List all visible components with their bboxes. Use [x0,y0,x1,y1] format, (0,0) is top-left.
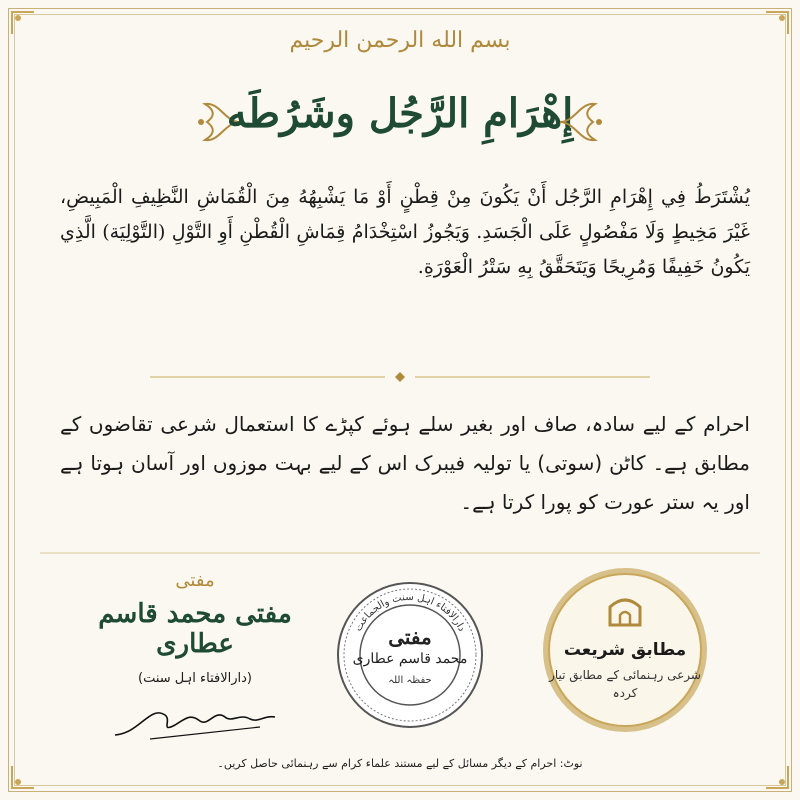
seal-name: محمد قاسم عطاری [352,651,468,667]
corner-ornament-icon [764,10,790,36]
badge-subtitle: شرعی رہنمائی کے مطابق تیار کردہ [549,668,701,700]
seal-title: مفتی [388,625,432,649]
handwritten-signature [110,695,280,745]
corner-ornament-icon [10,764,36,790]
bismillah-calligraphy: بسم الله الرحمن الرحيم [289,28,511,53]
arabic-paragraph: يُشْتَرَطُ فِي إِهْرَامِ الرَّجُل أَنْ يَكُونَ مِنْ قِطْنٍ أَوْ مَا يَشْبِهُهُ مِنَ الْقُمَاشِ النَّظِيفِ الْمَبِيضِ، غَيْرَ مَخِيطٍ وَلَا مَفْصُولٍ عَلَى الْجَسَدِ. وَيَجُوزُ اسْتِخْدَامُ قِمَاشِ الْقُطْنِ أَوِ التَّوْلِ (التَّوْلِيَة) الَّذِي يَكُونُ خَفِيفًا وَمُرِيحًا وَيَتَحَقَّقُ بِهِ سَتْرُ الْعَوْرَةِ. [60,186,750,278]
corner-ornament-icon [10,10,36,36]
signatory-org: (دارالافتاء اہل سنت) [138,671,252,686]
badge-title: مطابق شریعت [563,640,687,660]
page-title: إِهْرَامِ الرَّجُل وشَرُطَه [226,90,574,137]
section-divider [40,548,760,558]
badge-text [545,640,705,702]
signatory-block [70,570,320,686]
seal-center [335,625,485,686]
signatory-name: مفتی محمد قاسم عطاری [98,599,292,659]
corner-ornament-icon [764,764,790,790]
seal-ring-text: دارالافتاء اہل سنت والجماعت [352,591,468,634]
signatory-label: مفتی [175,570,215,591]
section-divider [150,372,650,382]
urdu-paragraph: احرام کے لیے سادہ، صاف اور بغیر سلے ہوئے کپڑے کا استعمال شرعی تقاضوں کے مطابق ہے۔ کاٹن (سوتی) یا تولیہ فیبرک اس کے لیے بہت موزوں اور آسان ہوتا ہے اور یہ ستر عورت کو پورا کرتا ہے۔ [60,412,750,514]
seal-bottom-text: حفظہ اللہ [388,675,432,686]
footer-note: نوٹ: احرام کے دیگر مسائل کے لیے مستند علماء کرام سے رہنمائی حاصل کریں۔ [217,757,583,770]
title-ornament-right-icon [555,92,605,152]
